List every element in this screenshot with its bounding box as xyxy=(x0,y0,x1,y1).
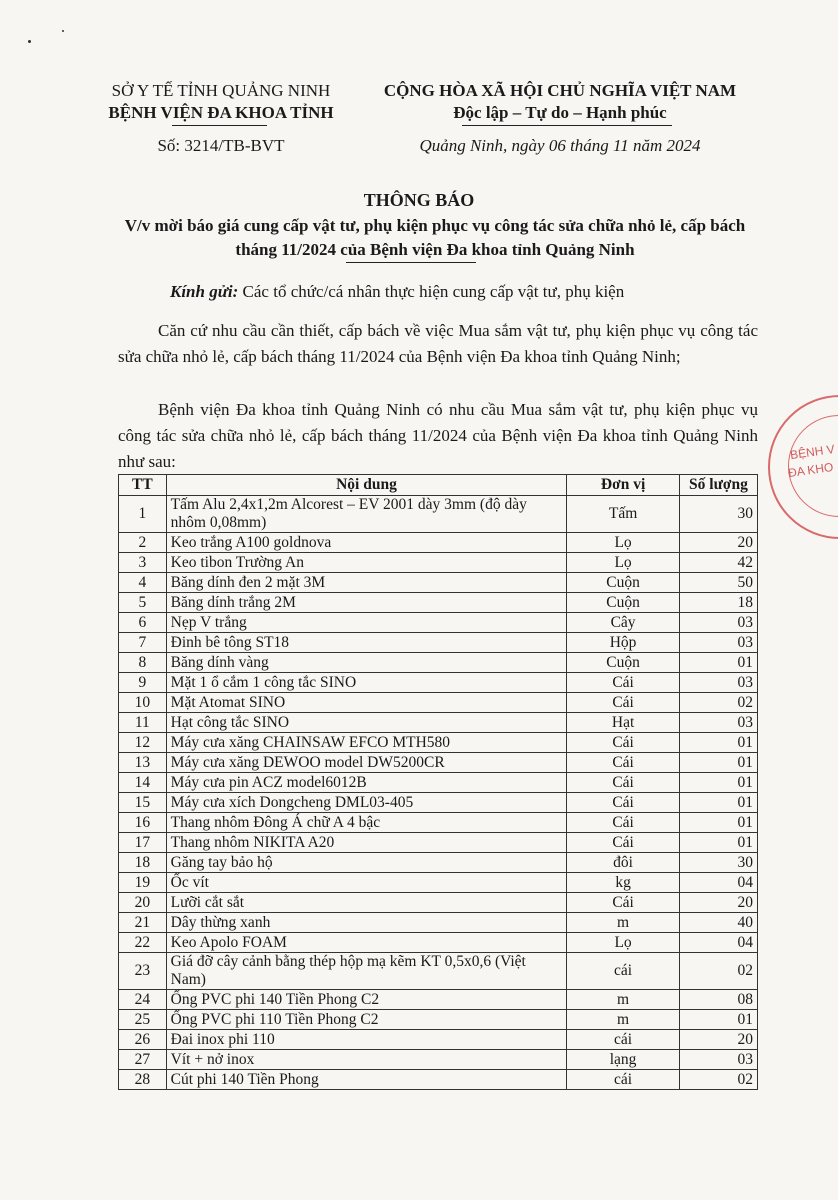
row-quantity: 04 xyxy=(679,873,757,893)
table-row xyxy=(119,793,758,813)
scan-speck xyxy=(62,30,64,32)
row-content: Ống PVC phi 140 Tiền Phong C2 xyxy=(166,990,567,1010)
row-number: 14 xyxy=(119,773,167,793)
row-unit: Cái xyxy=(567,893,680,913)
row-content: Băng dính trắng 2M xyxy=(166,593,567,613)
row-number: 11 xyxy=(119,713,167,733)
row-unit: m xyxy=(567,1010,680,1030)
row-number: 2 xyxy=(119,533,167,553)
row-quantity: 01 xyxy=(679,793,757,813)
table-row xyxy=(119,953,758,990)
table-row xyxy=(119,753,758,773)
header-right xyxy=(360,80,760,156)
table-row xyxy=(119,496,758,533)
row-number: 28 xyxy=(119,1070,167,1090)
row-content: Lưỡi cắt sắt xyxy=(166,893,567,913)
row-unit: cái xyxy=(567,1070,680,1090)
row-unit: Cái xyxy=(567,793,680,813)
table-row xyxy=(119,613,758,633)
greeting-text: Các tổ chức/cá nhân thực hiện cung cấp vật tư, phụ kiện xyxy=(238,282,625,301)
row-content: Băng dính đen 2 mặt 3M xyxy=(166,573,567,593)
document-subtitle: V/v mời báo giá cung cấp vật tư, phụ kiện phục vụ công tác sửa chữa nhỏ lẻ, cấp bách tháng 11/2024 của Bệnh viện Đa khoa tỉnh Quảng Ninh xyxy=(124,216,746,259)
row-content: Đai inox phi 110 xyxy=(166,1030,567,1050)
row-quantity: 01 xyxy=(679,1010,757,1030)
row-quantity: 30 xyxy=(679,853,757,873)
table-row xyxy=(119,833,758,853)
document-title: THÔNG BÁO xyxy=(363,190,475,210)
row-content: Máy cưa xích Dongcheng DML03-405 xyxy=(166,793,567,813)
row-content: Ốc vít xyxy=(166,873,567,893)
department-name: SỞ Y TẾ TỈNH QUẢNG NINH xyxy=(111,81,331,100)
row-number: 15 xyxy=(119,793,167,813)
row-number: 10 xyxy=(119,693,167,713)
row-quantity: 20 xyxy=(679,893,757,913)
row-number: 3 xyxy=(119,553,167,573)
table-row xyxy=(119,733,758,753)
row-content: Găng tay bảo hộ xyxy=(166,853,567,873)
row-number: 5 xyxy=(119,593,167,613)
row-quantity: 04 xyxy=(679,933,757,953)
row-content: Ống PVC phi 110 Tiền Phong C2 xyxy=(166,1010,567,1030)
row-quantity: 01 xyxy=(679,753,757,773)
row-number: 23 xyxy=(119,953,167,990)
row-content: Keo trắng A100 goldnova xyxy=(166,533,567,553)
row-number: 18 xyxy=(119,853,167,873)
header-content: Nội dung xyxy=(166,475,567,496)
row-content: Máy cưa xăng DEWOO model DW5200CR xyxy=(166,753,567,773)
table-row xyxy=(119,713,758,733)
table-row xyxy=(119,853,758,873)
header-left xyxy=(86,80,356,156)
stamp-text-2: ĐA KHO xyxy=(787,459,835,481)
row-unit: Cái xyxy=(567,753,680,773)
row-number: 9 xyxy=(119,673,167,693)
row-quantity: 01 xyxy=(679,813,757,833)
table-row xyxy=(119,933,758,953)
table-row xyxy=(119,813,758,833)
row-quantity: 40 xyxy=(679,913,757,933)
row-number: 13 xyxy=(119,753,167,773)
row-number: 21 xyxy=(119,913,167,933)
row-unit: cái xyxy=(567,953,680,990)
table-row xyxy=(119,913,758,933)
row-quantity: 08 xyxy=(679,990,757,1010)
row-number: 19 xyxy=(119,873,167,893)
items-table xyxy=(118,474,758,1090)
row-quantity: 03 xyxy=(679,673,757,693)
stamp-text-1: BỆNH V xyxy=(789,441,836,463)
row-quantity: 01 xyxy=(679,833,757,853)
row-unit: kg xyxy=(567,873,680,893)
row-unit: lạng xyxy=(567,1050,680,1070)
row-number: 1 xyxy=(119,496,167,533)
row-unit: Cây xyxy=(567,613,680,633)
row-quantity: 03 xyxy=(679,633,757,653)
row-unit: đôi xyxy=(567,853,680,873)
table-row xyxy=(119,553,758,573)
row-content: Tấm Alu 2,4x1,2m Alcorest – EV 2001 dày 3mm (độ dày nhôm 0,08mm) xyxy=(166,496,567,533)
row-content: Máy cưa xăng CHAINSAW EFCO MTH580 xyxy=(166,733,567,753)
row-content: Keo Apolo FOAM xyxy=(166,933,567,953)
header-tt: TT xyxy=(119,475,167,496)
national-motto: Độc lập – Tự do – Hạnh phúc xyxy=(453,103,667,122)
row-number: 22 xyxy=(119,933,167,953)
hospital-name: BỆNH VIỆN ĐA KHOA TỈNH xyxy=(108,103,334,122)
table-row xyxy=(119,1050,758,1070)
row-quantity: 30 xyxy=(679,496,757,533)
row-content: Mặt 1 ổ cắm 1 công tắc SINO xyxy=(166,673,567,693)
row-unit: Cái xyxy=(567,833,680,853)
country-name: CỘNG HÒA XÃ HỘI CHỦ NGHĨA VIỆT NAM xyxy=(383,81,737,100)
row-content: Cút phi 140 Tiền Phong xyxy=(166,1070,567,1090)
document-number: Số: 3214/TB-BVT xyxy=(157,136,285,155)
paragraph-basis: Căn cứ nhu cầu cần thiết, cấp bách về việc Mua sắm vật tư, phụ kiện phục vụ công tác sửa chữa nhỏ lẻ, cấp bách tháng 11/2024 của Bệnh viện Đa khoa tỉnh Quảng Ninh; xyxy=(118,321,758,366)
document-date: Quảng Ninh, ngày 06 tháng 11 năm 2024 xyxy=(419,136,701,155)
row-number: 8 xyxy=(119,653,167,673)
row-quantity: 03 xyxy=(679,713,757,733)
row-quantity: 01 xyxy=(679,773,757,793)
row-content: Thang nhôm Đông Á chữ A 4 bậc xyxy=(166,813,567,833)
row-unit: Tấm xyxy=(567,496,680,533)
row-unit: Lọ xyxy=(567,553,680,573)
scan-speck xyxy=(28,40,31,43)
row-quantity: 02 xyxy=(679,1070,757,1090)
row-unit: Hộp xyxy=(567,633,680,653)
row-content: Thang nhôm NIKITA A20 xyxy=(166,833,567,853)
row-unit: Lọ xyxy=(567,933,680,953)
header-left-underline xyxy=(172,125,267,126)
row-content: Nẹp V trắng xyxy=(166,613,567,633)
row-quantity: 01 xyxy=(679,733,757,753)
row-content: Mặt Atomat SINO xyxy=(166,693,567,713)
row-unit: Cái xyxy=(567,813,680,833)
row-unit: Cái xyxy=(567,693,680,713)
row-unit: Cuộn xyxy=(567,573,680,593)
row-content: Vít + nở inox xyxy=(166,1050,567,1070)
row-unit: Cái xyxy=(567,773,680,793)
row-quantity: 01 xyxy=(679,653,757,673)
row-content: Giá đỡ cây cảnh bằng thép hộp mạ kẽm KT 0,5x0,6 (Việt Nam) xyxy=(166,953,567,990)
table-row xyxy=(119,593,758,613)
greeting-label: Kính gửi: xyxy=(170,282,239,301)
row-unit: m xyxy=(567,990,680,1010)
row-quantity: 03 xyxy=(679,1050,757,1070)
row-quantity: 02 xyxy=(679,693,757,713)
header-quantity: Số lượng xyxy=(679,475,757,496)
table-row xyxy=(119,1070,758,1090)
table-row xyxy=(119,693,758,713)
table-row xyxy=(119,1030,758,1050)
row-number: 4 xyxy=(119,573,167,593)
row-quantity: 03 xyxy=(679,613,757,633)
row-quantity: 02 xyxy=(679,953,757,990)
header-unit: Đơn vị xyxy=(567,475,680,496)
row-content: Hạt công tắc SINO xyxy=(166,713,567,733)
table-row xyxy=(119,533,758,553)
row-quantity: 20 xyxy=(679,533,757,553)
table-row xyxy=(119,893,758,913)
row-unit: Cuộn xyxy=(567,653,680,673)
row-number: 12 xyxy=(119,733,167,753)
row-content: Băng dính vàng xyxy=(166,653,567,673)
row-content: Keo tibon Trường An xyxy=(166,553,567,573)
paragraph-request: Bệnh viện Đa khoa tỉnh Quảng Ninh có nhu cầu Mua sắm vật tư, phụ kiện phục vụ công tác sửa chữa nhỏ lẻ, cấp bách tháng 11/2024 của Bệnh viện Đa khoa tỉnh Quảng Ninh như sau: xyxy=(118,400,758,471)
row-content: Máy cưa pin ACZ model6012B xyxy=(166,773,567,793)
row-unit: Hạt xyxy=(567,713,680,733)
row-number: 25 xyxy=(119,1010,167,1030)
table-body xyxy=(119,496,758,1090)
row-content: Dây thừng xanh xyxy=(166,913,567,933)
header-right-underline xyxy=(462,125,672,126)
table-row xyxy=(119,990,758,1010)
row-number: 16 xyxy=(119,813,167,833)
row-content: Đinh bê tông ST18 xyxy=(166,633,567,653)
row-number: 20 xyxy=(119,893,167,913)
row-quantity: 20 xyxy=(679,1030,757,1050)
row-unit: Cái xyxy=(567,673,680,693)
subtitle-underline xyxy=(346,262,476,263)
row-unit: cái xyxy=(567,1030,680,1050)
table-row xyxy=(119,1010,758,1030)
row-quantity: 18 xyxy=(679,593,757,613)
table-row xyxy=(119,873,758,893)
table-row xyxy=(119,653,758,673)
row-number: 24 xyxy=(119,990,167,1010)
row-number: 17 xyxy=(119,833,167,853)
table-header-row xyxy=(119,475,758,496)
official-stamp xyxy=(768,395,838,539)
row-number: 6 xyxy=(119,613,167,633)
row-quantity: 50 xyxy=(679,573,757,593)
row-unit: Lọ xyxy=(567,533,680,553)
table-row xyxy=(119,773,758,793)
table-row xyxy=(119,673,758,693)
row-unit: Cuộn xyxy=(567,593,680,613)
row-number: 26 xyxy=(119,1030,167,1050)
row-unit: Cái xyxy=(567,733,680,753)
table-row xyxy=(119,633,758,653)
row-number: 7 xyxy=(119,633,167,653)
row-quantity: 42 xyxy=(679,553,757,573)
row-number: 27 xyxy=(119,1050,167,1070)
greeting xyxy=(170,282,624,302)
table-row xyxy=(119,573,758,593)
row-unit: m xyxy=(567,913,680,933)
